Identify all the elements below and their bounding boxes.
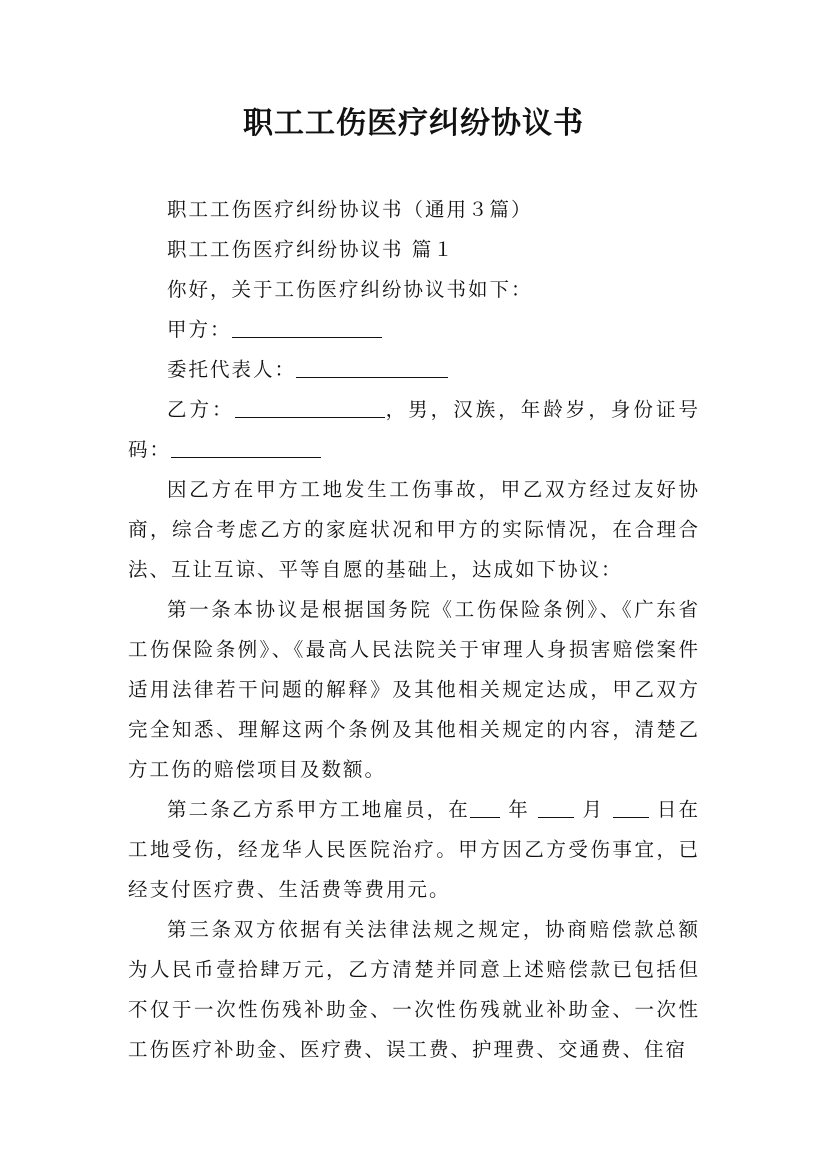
article-3-paragraph	[128, 910, 700, 1070]
article-2-start: 第二条乙方系甲方工地雇员，在	[167, 798, 470, 821]
agent-line	[128, 350, 700, 390]
party-b-label: 乙方：	[167, 398, 235, 421]
subtitle-text: 职工工伤医疗纠纷协议书（通用３篇）	[167, 198, 533, 221]
agent-label: 委托代表人：	[167, 358, 297, 381]
document-title: 职工工伤医疗纠纷协议书	[243, 106, 584, 141]
article-2-end: 在工地受伤，经龙华人民医院治疗。甲方因乙方受伤事宜，已经支付医疗费、生活费等费用元。	[128, 798, 701, 901]
greeting-line	[128, 270, 700, 310]
day-blank	[613, 797, 649, 818]
greeting-text: 你好，关于工伤医疗纠纷协议书如下：	[167, 278, 533, 301]
year-blank	[470, 797, 500, 818]
agent-blank	[296, 357, 448, 378]
document-body	[128, 190, 700, 1070]
party-a-line	[128, 310, 700, 350]
article-2-paragraph	[128, 790, 700, 910]
subtitle-line	[128, 190, 700, 230]
day-label: 日	[656, 798, 679, 821]
section-heading	[128, 230, 700, 270]
article-1-paragraph	[128, 590, 700, 790]
month-blank	[538, 797, 574, 818]
party-b-details: ，男，汉族，年龄岁，身份证号码：	[128, 398, 700, 461]
section-heading-text: 职工工伤医疗纠纷协议书 篇１	[167, 238, 455, 261]
intro-paragraph	[128, 470, 700, 590]
party-b-line	[128, 390, 700, 470]
year-label: 年	[508, 798, 530, 821]
id-number-blank	[171, 437, 321, 458]
article-3-text: 第三条双方依据有关法律法规之规定，协商赔偿款总额为人民币壹拾肆万元，乙方清楚并同意上述赔偿款已包括但不仅于一次性伤残补助金、一次性伤残就业补助金、一次性工伤医疗补助金、医疗费、误工费、护理费、交通费、住宿	[128, 918, 700, 1061]
party-b-name-blank	[235, 397, 385, 418]
party-a-label: 甲方：	[167, 318, 232, 341]
intro-text: 因乙方在甲方工地发生工伤事故，甲乙双方经过友好协商，综合考虑乙方的家庭状况和甲方的实际情况，在合理合法、互让互谅、平等自愿的基础上，达成如下协议：	[128, 478, 700, 581]
article-1-text: 第一条本协议是根据国务院《工伤保险条例》、《广东省工伤保险条例》、《最高人民法院关于审理人身损害赔偿案件适用法律若干问题的解释》及其他相关规定达成，甲乙双方完全知悉、理解这两个条例及其他相关规定的内容，清楚乙方工伤的赔偿项目及数额。	[128, 598, 700, 781]
party-a-blank	[232, 317, 382, 338]
month-label: 月	[582, 798, 605, 821]
